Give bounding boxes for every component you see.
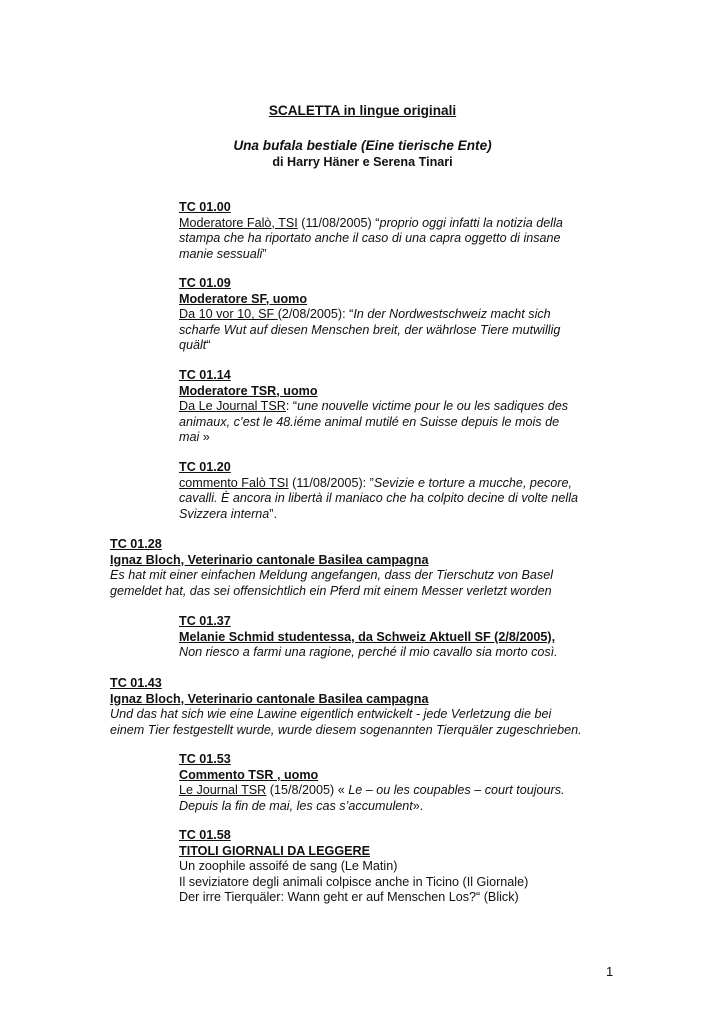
entry-line xyxy=(179,307,619,323)
quote-line: Und das hat sich wie eine Lawine eigentlich entwickelt - jede Verletzung die bei xyxy=(110,707,552,722)
source-label: Da 10 vor 10, SF xyxy=(179,307,278,322)
entry-line xyxy=(179,338,619,354)
quote-close: ” xyxy=(262,246,267,261)
entry-tc-0114 xyxy=(179,368,619,446)
speaker: Melanie Schmid studentessa, da Schweiz Aktuell SF (2/8/2005), xyxy=(179,629,556,644)
quote-close: “ xyxy=(206,338,211,353)
entry-tc-0128 xyxy=(110,537,630,599)
timecode: TC 01.43 xyxy=(110,676,162,690)
quote-line: manie sessuali xyxy=(179,246,263,261)
speaker: Moderatore SF, uomo xyxy=(179,291,308,306)
quote-line: In der Nordwestschweiz macht sich xyxy=(353,307,551,322)
quote-line: Le – ou les coupables – court toujours. xyxy=(348,783,565,798)
quote-line: quält xyxy=(179,338,207,353)
source-label: Da Le Journal TSR xyxy=(179,399,286,414)
source-date: (11/08/2005): ” xyxy=(288,475,374,490)
entry-line xyxy=(179,247,619,263)
entry-line xyxy=(179,783,619,799)
entry-tc-0120 xyxy=(179,460,619,522)
entry-tc-0137 xyxy=(179,614,619,661)
quote-line: gemeldet hat, das sei offensichtlich ein Pferd mit einem Messer verletzt worden xyxy=(110,583,552,598)
timecode: TC 01.09 xyxy=(179,276,231,290)
quote-line: Es hat mit einer einfachen Meldung angefangen, dass der Tierschutz von Basel xyxy=(110,568,554,583)
quote-line: Svizzera interna xyxy=(179,506,270,521)
document-byline: di Harry Häner e Serena Tinari xyxy=(272,155,453,169)
source-date: : “ xyxy=(285,399,298,414)
entry-tc-0153 xyxy=(179,752,619,814)
headline-line: Il seviziatore degli animali colpisce anche in Ticino (Il Giornale) xyxy=(179,874,529,889)
source-label: Moderatore Falò, TSI xyxy=(179,215,298,230)
document-title: SCALETTA in lingue originali xyxy=(268,103,457,118)
quote-line: animaux, c’est le 48.iéme animal mutilé en Suisse depuis le mois de xyxy=(179,414,560,429)
quote-close: ». xyxy=(412,798,424,813)
quote-line: Non riesco a farmi una ragione, perché il mio cavallo sia morto così. xyxy=(179,645,558,660)
timecode: TC 01.53 xyxy=(179,752,231,766)
quote-line: Depuis la fin de mai, les cas s’accumulent xyxy=(179,798,413,813)
entry-line xyxy=(179,799,619,815)
document-subtitle: Una bufala bestiale (Eine tierische Ente) xyxy=(233,138,492,153)
timecode: TC 01.28 xyxy=(110,537,162,551)
quote-line: einem Tier festgestellt wurde, wurde diesem sogenannten Tierquäler zugeschrieben. xyxy=(110,722,582,737)
quote-line: proprio oggi infatti la notizia della xyxy=(379,215,563,230)
speaker: Ignaz Bloch, Veterinario cantonale Basilea campagna xyxy=(110,552,429,567)
quote-line: stampa che ha riportato anche il caso di una capra oggetto di insane xyxy=(179,231,561,246)
entry-line xyxy=(179,216,619,232)
headline-line: Der irre Tierquäler: Wann geht er auf Menschen Los?“ (Blick) xyxy=(179,890,519,905)
source-date: (2/08/2005): “ xyxy=(277,307,354,322)
speaker: Moderatore TSR, uomo xyxy=(179,383,318,398)
entry-tc-0100 xyxy=(179,200,619,262)
source-date: (11/08/2005) “ xyxy=(297,215,380,230)
quote-line: scharfe Wut auf diesen Menschen breit, der währlose Tiere mutwillig xyxy=(179,322,561,337)
timecode: TC 01.58 xyxy=(179,828,231,842)
quote-close: ”. xyxy=(269,506,277,521)
quote-line: mai xyxy=(179,430,200,445)
source-date: (15/8/2005) « xyxy=(266,783,349,798)
quote-line: Sevizie e torture a mucche, pecore, xyxy=(373,475,572,490)
entry-tc-0158 xyxy=(179,828,619,906)
speaker: Ignaz Bloch, Veterinario cantonale Basilea campagna xyxy=(110,691,429,706)
quote-close: » xyxy=(199,430,210,445)
timecode: TC 01.14 xyxy=(179,368,231,382)
timecode: TC 01.20 xyxy=(179,460,231,474)
page-number: 1 xyxy=(606,964,614,979)
entry-tc-0143 xyxy=(110,676,630,738)
speaker: TITOLI GIORNALI DA LEGGERE xyxy=(179,843,371,858)
entry-line xyxy=(179,399,619,415)
quote-line: une nouvelle victime pour le ou les sadiques des xyxy=(297,399,569,414)
entry-line xyxy=(179,430,619,446)
headline-line: Un zoophile assoifé de sang (Le Matin) xyxy=(179,859,398,874)
source-label: Le Journal TSR xyxy=(179,783,267,798)
timecode: TC 01.00 xyxy=(179,200,231,214)
entry-line xyxy=(179,476,619,492)
entry-tc-0109 xyxy=(179,276,619,354)
quote-line: cavalli. È ancora in libertà il maniaco che ha colpito decine di volte nella xyxy=(179,491,579,506)
timecode: TC 01.37 xyxy=(179,614,231,628)
entry-line xyxy=(179,507,619,523)
source-label: commento Falò TSI xyxy=(179,475,289,490)
speaker: Commento TSR , uomo xyxy=(179,767,319,782)
